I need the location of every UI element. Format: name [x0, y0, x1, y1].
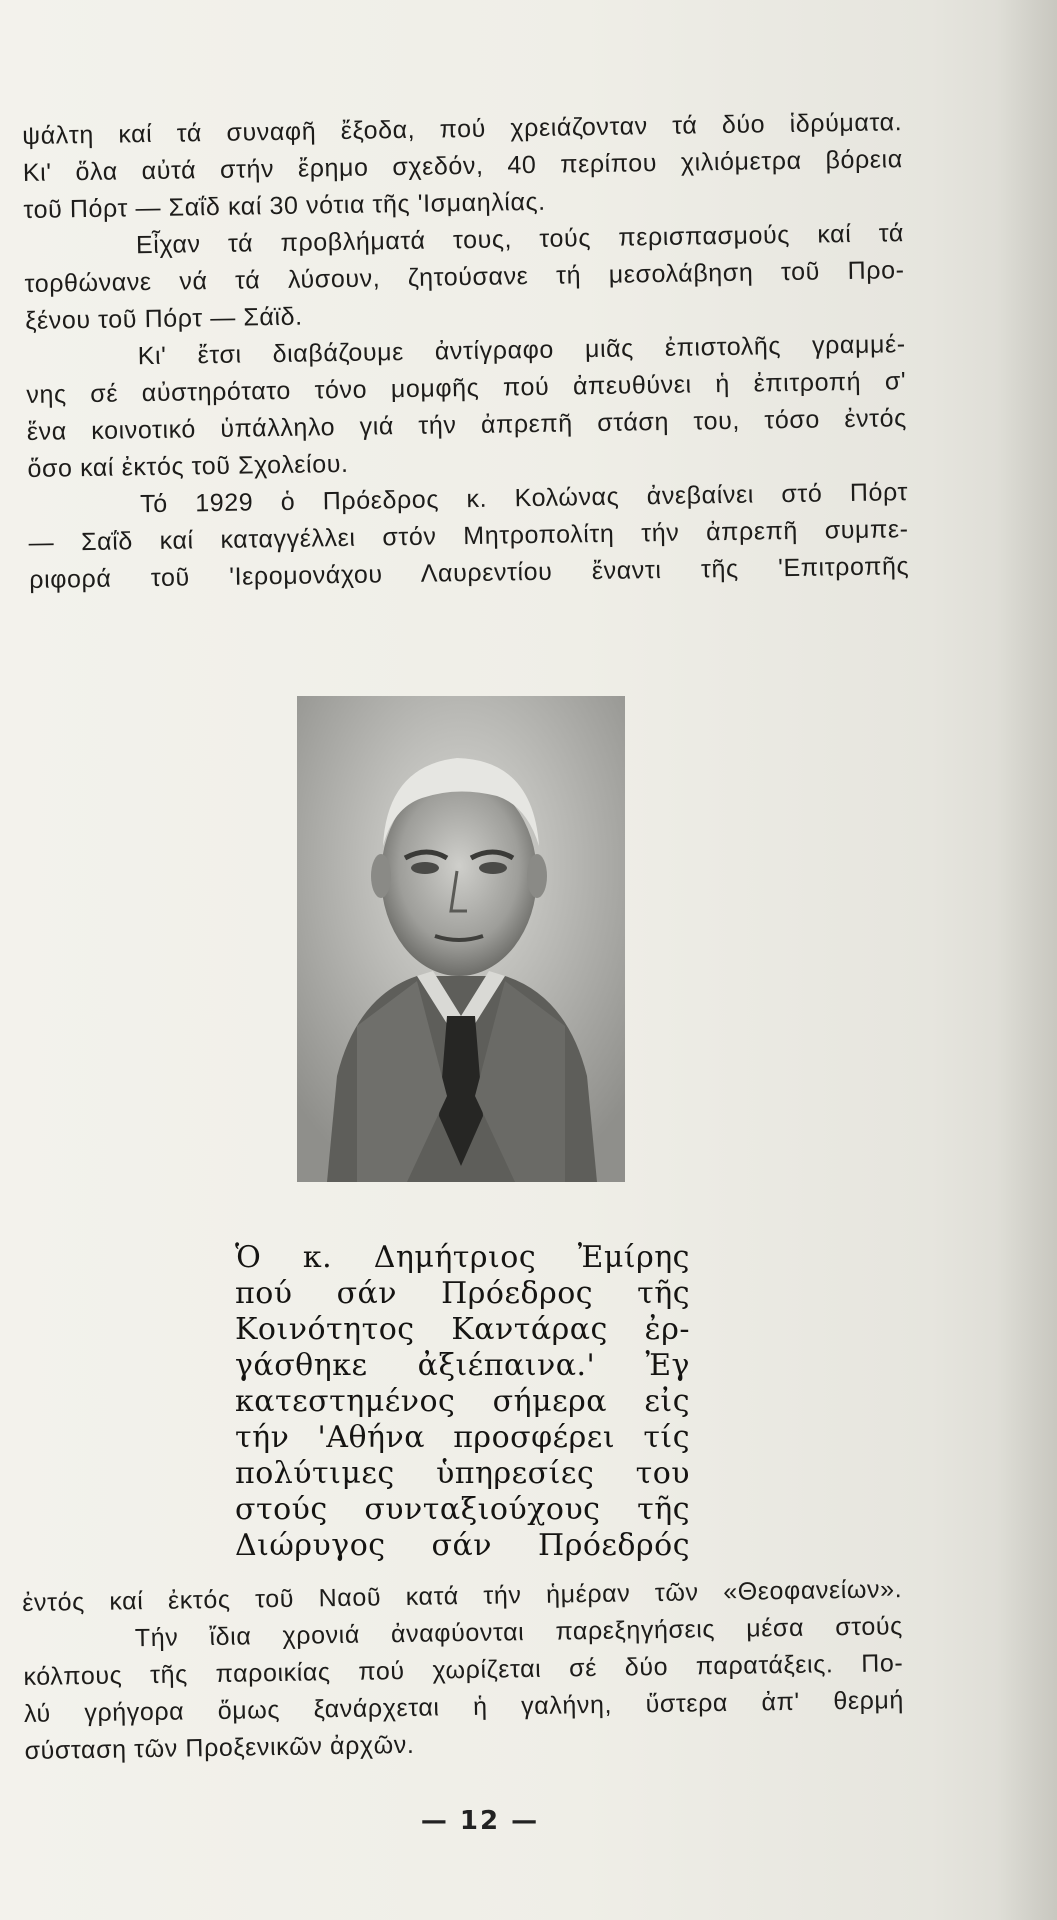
text-line: ἕνα κοινοτικό ὑπάλληλο γιά τήν ἀπρεπῆ στάση του, τόσο ἐντός: [26, 404, 908, 446]
caption-line: πού σάν Πρόεδρος τῆς: [235, 1276, 690, 1311]
text-line: Κι' ὅλα αὐτά στήν ἔρημο σχεδόν, 40 περίπου χιλιόμετρα βόρεια: [22, 145, 903, 187]
top-paragraph: [22, 104, 909, 599]
page-edge-shadow: [997, 0, 1057, 1920]
caption-line: κατεστημένος σήμερα εἰς: [235, 1384, 690, 1419]
text-line: τοῦ Πόρτ — Σαΐδ καί 30 νότια τῆς 'Ισμαηλίας.: [23, 187, 546, 224]
text-line: λύ γρήγορα ὅμως ξανάρχεται ἡ γαλήνη, ὕστερα ἀπ' θερμή: [23, 1686, 905, 1728]
text-line: Τό 1929 ὁ Πρόεδρος κ. Κολώνας ἀνεβαίνει στό Πόρτ: [139, 478, 909, 519]
caption-line: γάσθηκε ἀξιέπαινα.' Ἐγ: [235, 1348, 690, 1383]
text-line: ριφορά τοῦ 'Ιερομονάχου Λαυρεντίου ἔναντι τῆς 'Επιτροπῆς: [29, 552, 910, 594]
bottom-paragraph: [22, 1571, 905, 1770]
text-line: νης σέ αὐστηρότατο τόνο μομφῆς πού ἀπευθύνει ἡ ἐπιτροπή σ': [26, 367, 907, 409]
text-line: σύσταση τῶν Προξενικῶν ἀρχῶν.: [24, 1730, 415, 1765]
caption-line: τήν 'Αθήνα προσφέρει τίς: [235, 1420, 690, 1455]
text-line: κόλπους τῆς παροικίας πού χωρίζεται σέ δύο παρατάξεις. Πο-: [23, 1649, 904, 1691]
text-line: Εἶχαν τά προβλήματά τους, τούς περισπασμούς καί τά: [135, 219, 905, 260]
portrait-illustration: [297, 696, 625, 1182]
caption-line: Ὁ κ. Δημήτριος Ἐμίρης: [235, 1240, 690, 1275]
portrait-photo: [297, 696, 625, 1182]
text-line: — Σαΐδ καί καταγγέλλει στόν Μητροπολίτη τήν ἀπρεπῆ συμπε-: [28, 515, 909, 557]
text-line: ψάλτη καί τά συναφῆ ἔξοδα, πού χρειάζονταν τά δύο ἱδρύματα.: [22, 108, 903, 150]
text-line: Κι' ἔτσι διαβάζουμε ἀντίγραφο μιᾶς ἐπιστολῆς γραμμέ-: [137, 330, 906, 371]
caption-line: Κοινότητος Καντάρας ἐρ-: [235, 1312, 690, 1347]
photo-caption: [235, 1240, 690, 1564]
caption-line: Διώρυγος σάν Πρόεδρός: [235, 1528, 690, 1563]
text-line: Τήν ἴδια χρονιά ἀναφύονται παρεξηγήσεις μέσα στούς: [134, 1612, 903, 1653]
text-line: ξένου τοῦ Πόρτ — Σάϊδ.: [24, 302, 303, 335]
text-line: ἐντός καί ἐκτός τοῦ Ναοῦ κατά τήν ἡμέραν τῶν «Θεοφανείων».: [22, 1575, 903, 1617]
caption-line: πολύτιμες ὑπηρεσίες του: [235, 1456, 690, 1491]
caption-line: στούς συνταξιούχους τῆς: [235, 1492, 690, 1527]
text-line: τορθώνανε νά τά λύσουν, ζητούσανε τή μεσολάβηση τοῦ Προ-: [24, 256, 905, 298]
text-line: ὅσο καί ἐκτός τοῦ Σχολείου.: [27, 449, 349, 483]
page-number: — 12 —: [420, 1806, 540, 1836]
